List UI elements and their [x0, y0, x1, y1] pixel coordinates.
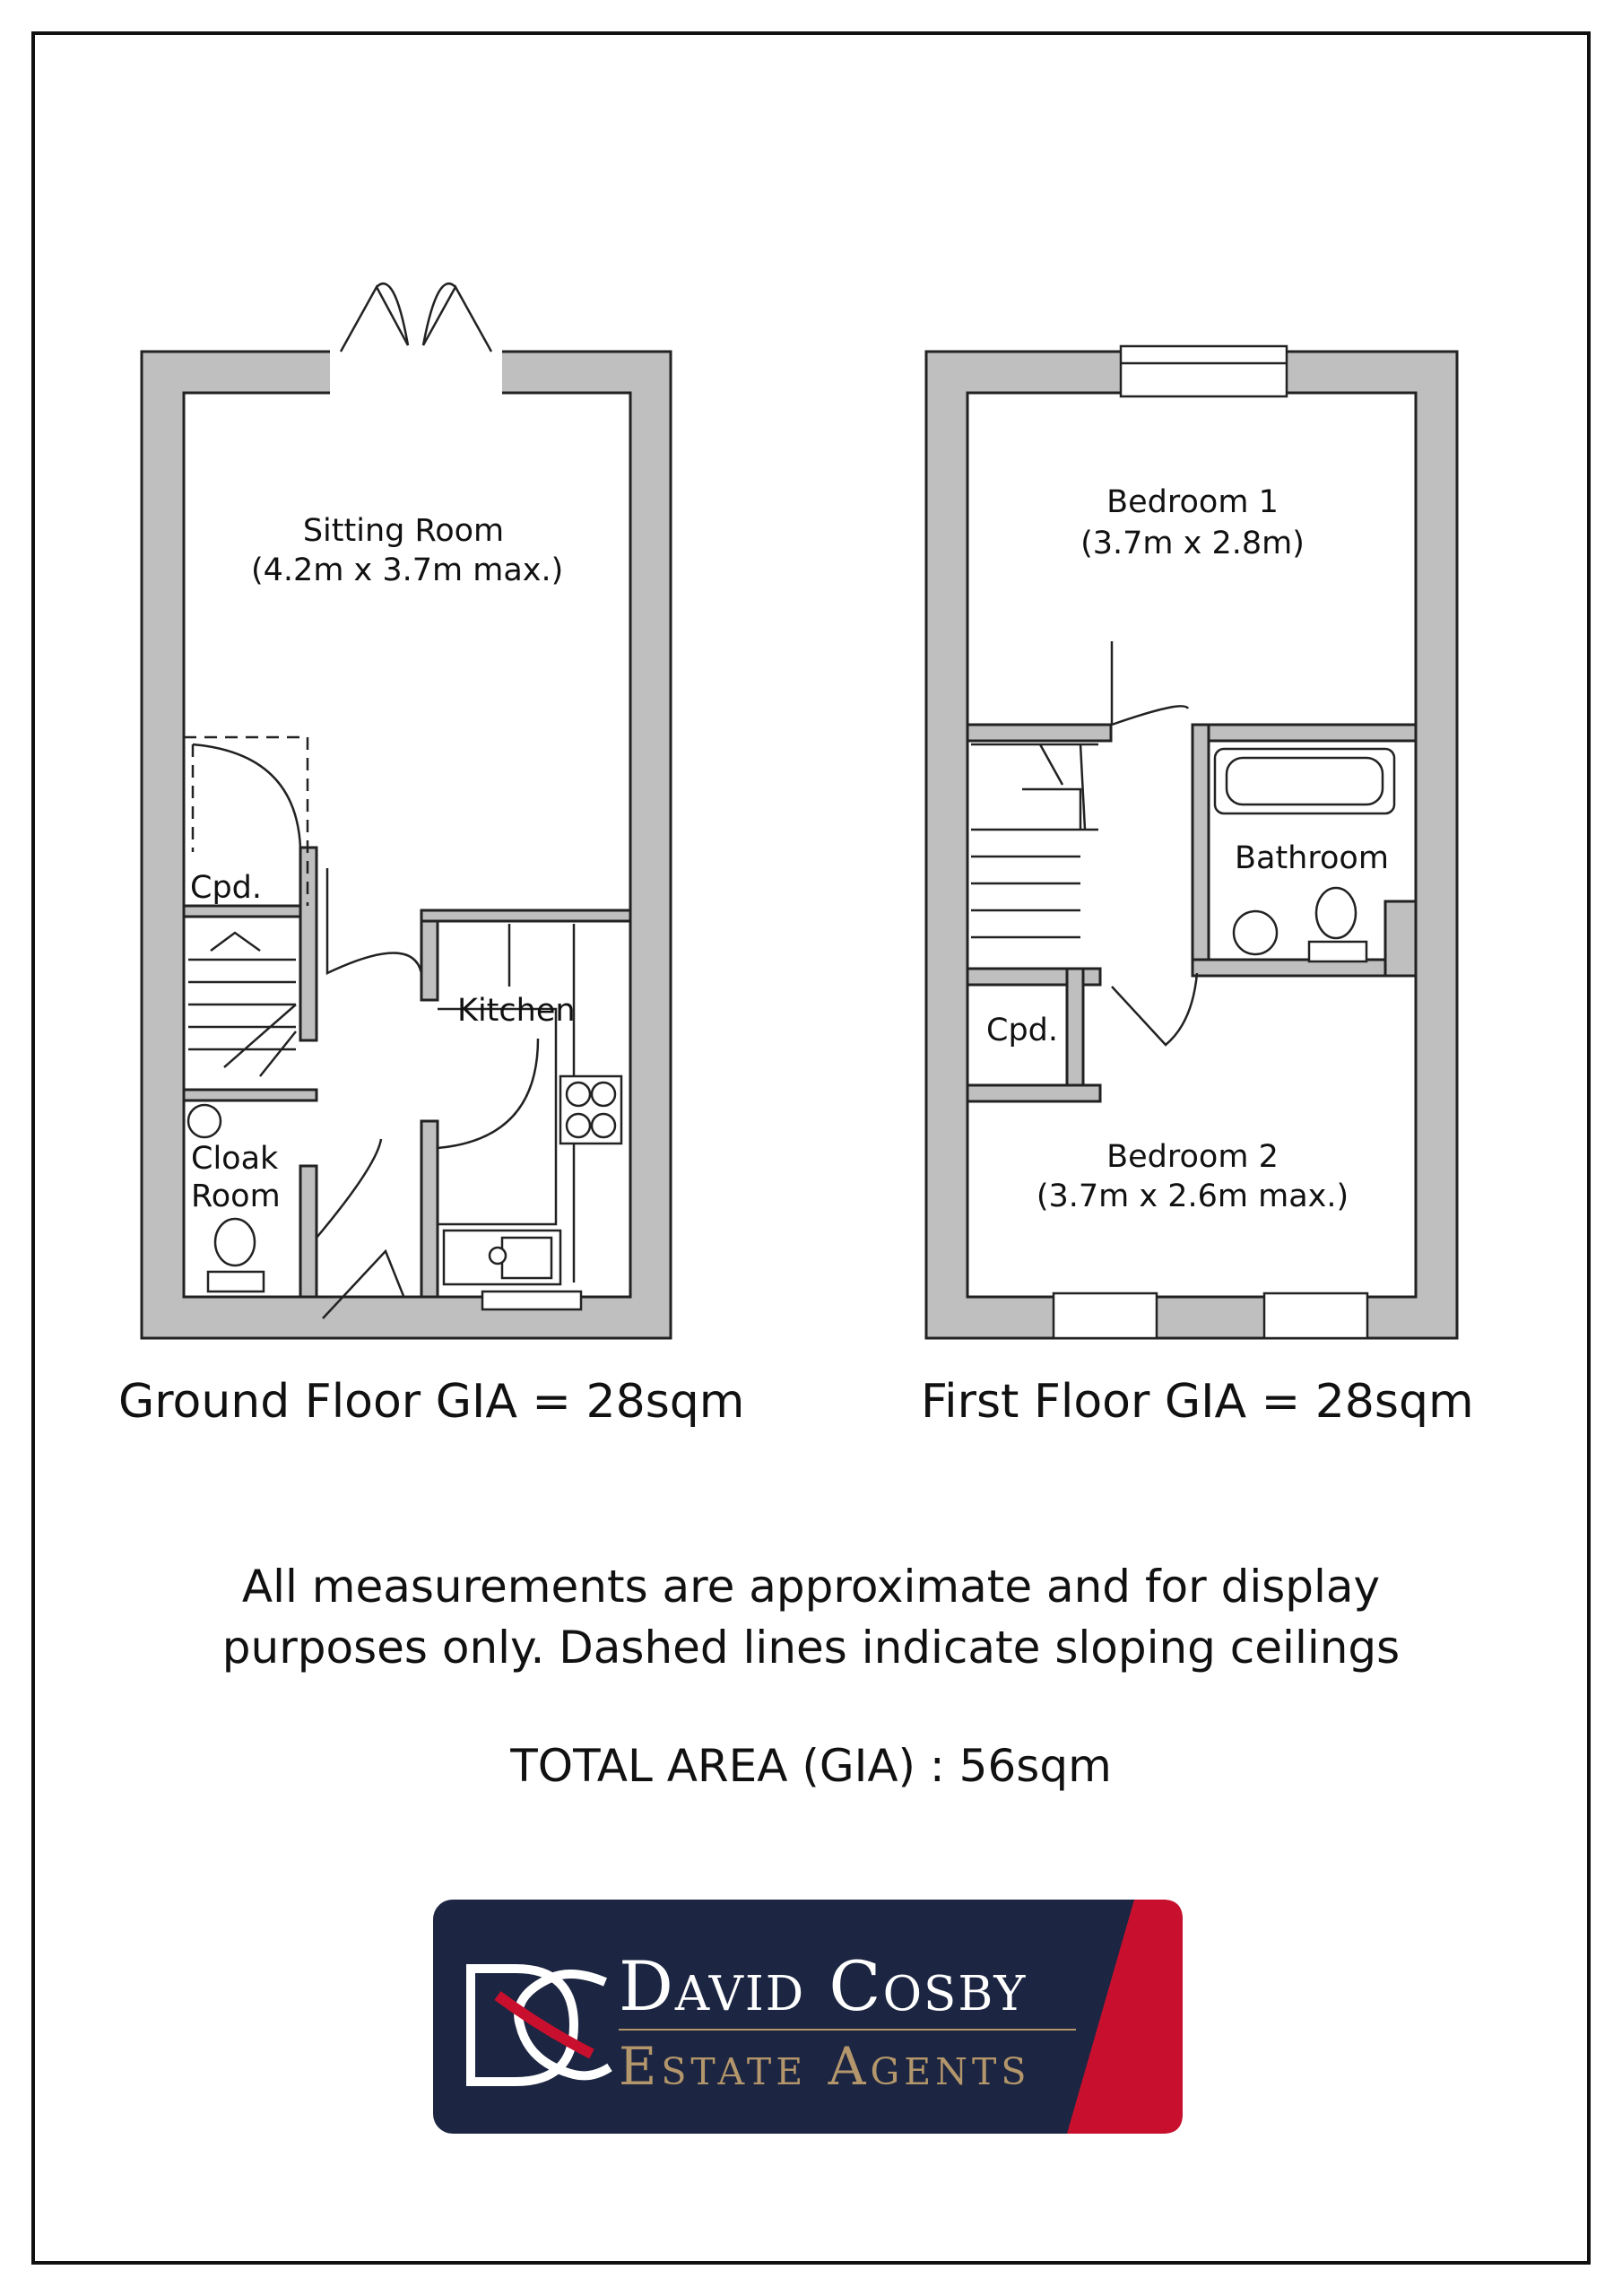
- total-area: TOTAL AREA (GIA) : 56sqm: [510, 1740, 1112, 1792]
- bedroom2-size: (3.7m x 2.6m max.): [1036, 1178, 1349, 1214]
- disclaimer-line2: purposes only. Dashed lines indicate sloping ceilings: [221, 1622, 1401, 1674]
- ground-floor-caption: Ground Floor GIA = 28sqm: [118, 1375, 745, 1429]
- kitchen-label: Kitchen: [457, 993, 576, 1029]
- sitting-room-size: (4.2m x 3.7m max.): [251, 552, 564, 588]
- bedroom1-name: Bedroom 1: [1106, 484, 1279, 520]
- cloak-room-label-line1: Cloak: [191, 1141, 279, 1177]
- bathroom-label: Bathroom: [1235, 840, 1389, 876]
- ground-cupboard-label: Cpd.: [190, 870, 262, 906]
- cloak-room-label-line2: Room: [191, 1178, 281, 1214]
- disclaimer-line1: All measurements are approximate and for display: [241, 1561, 1381, 1613]
- first-floor-caption: First Floor GIA = 28sqm: [921, 1375, 1474, 1429]
- brand-divider: [619, 2029, 1076, 2031]
- sitting-room-name: Sitting Room: [302, 513, 505, 549]
- first-cupboard-label: Cpd.: [986, 1013, 1058, 1048]
- brand-tagline: Estate Agents: [619, 2036, 1031, 2097]
- bedroom2-name: Bedroom 2: [1106, 1139, 1279, 1175]
- bedroom1-size: (3.7m x 2.8m): [1080, 526, 1305, 561]
- brand-name: David Cosby: [619, 1946, 1028, 2026]
